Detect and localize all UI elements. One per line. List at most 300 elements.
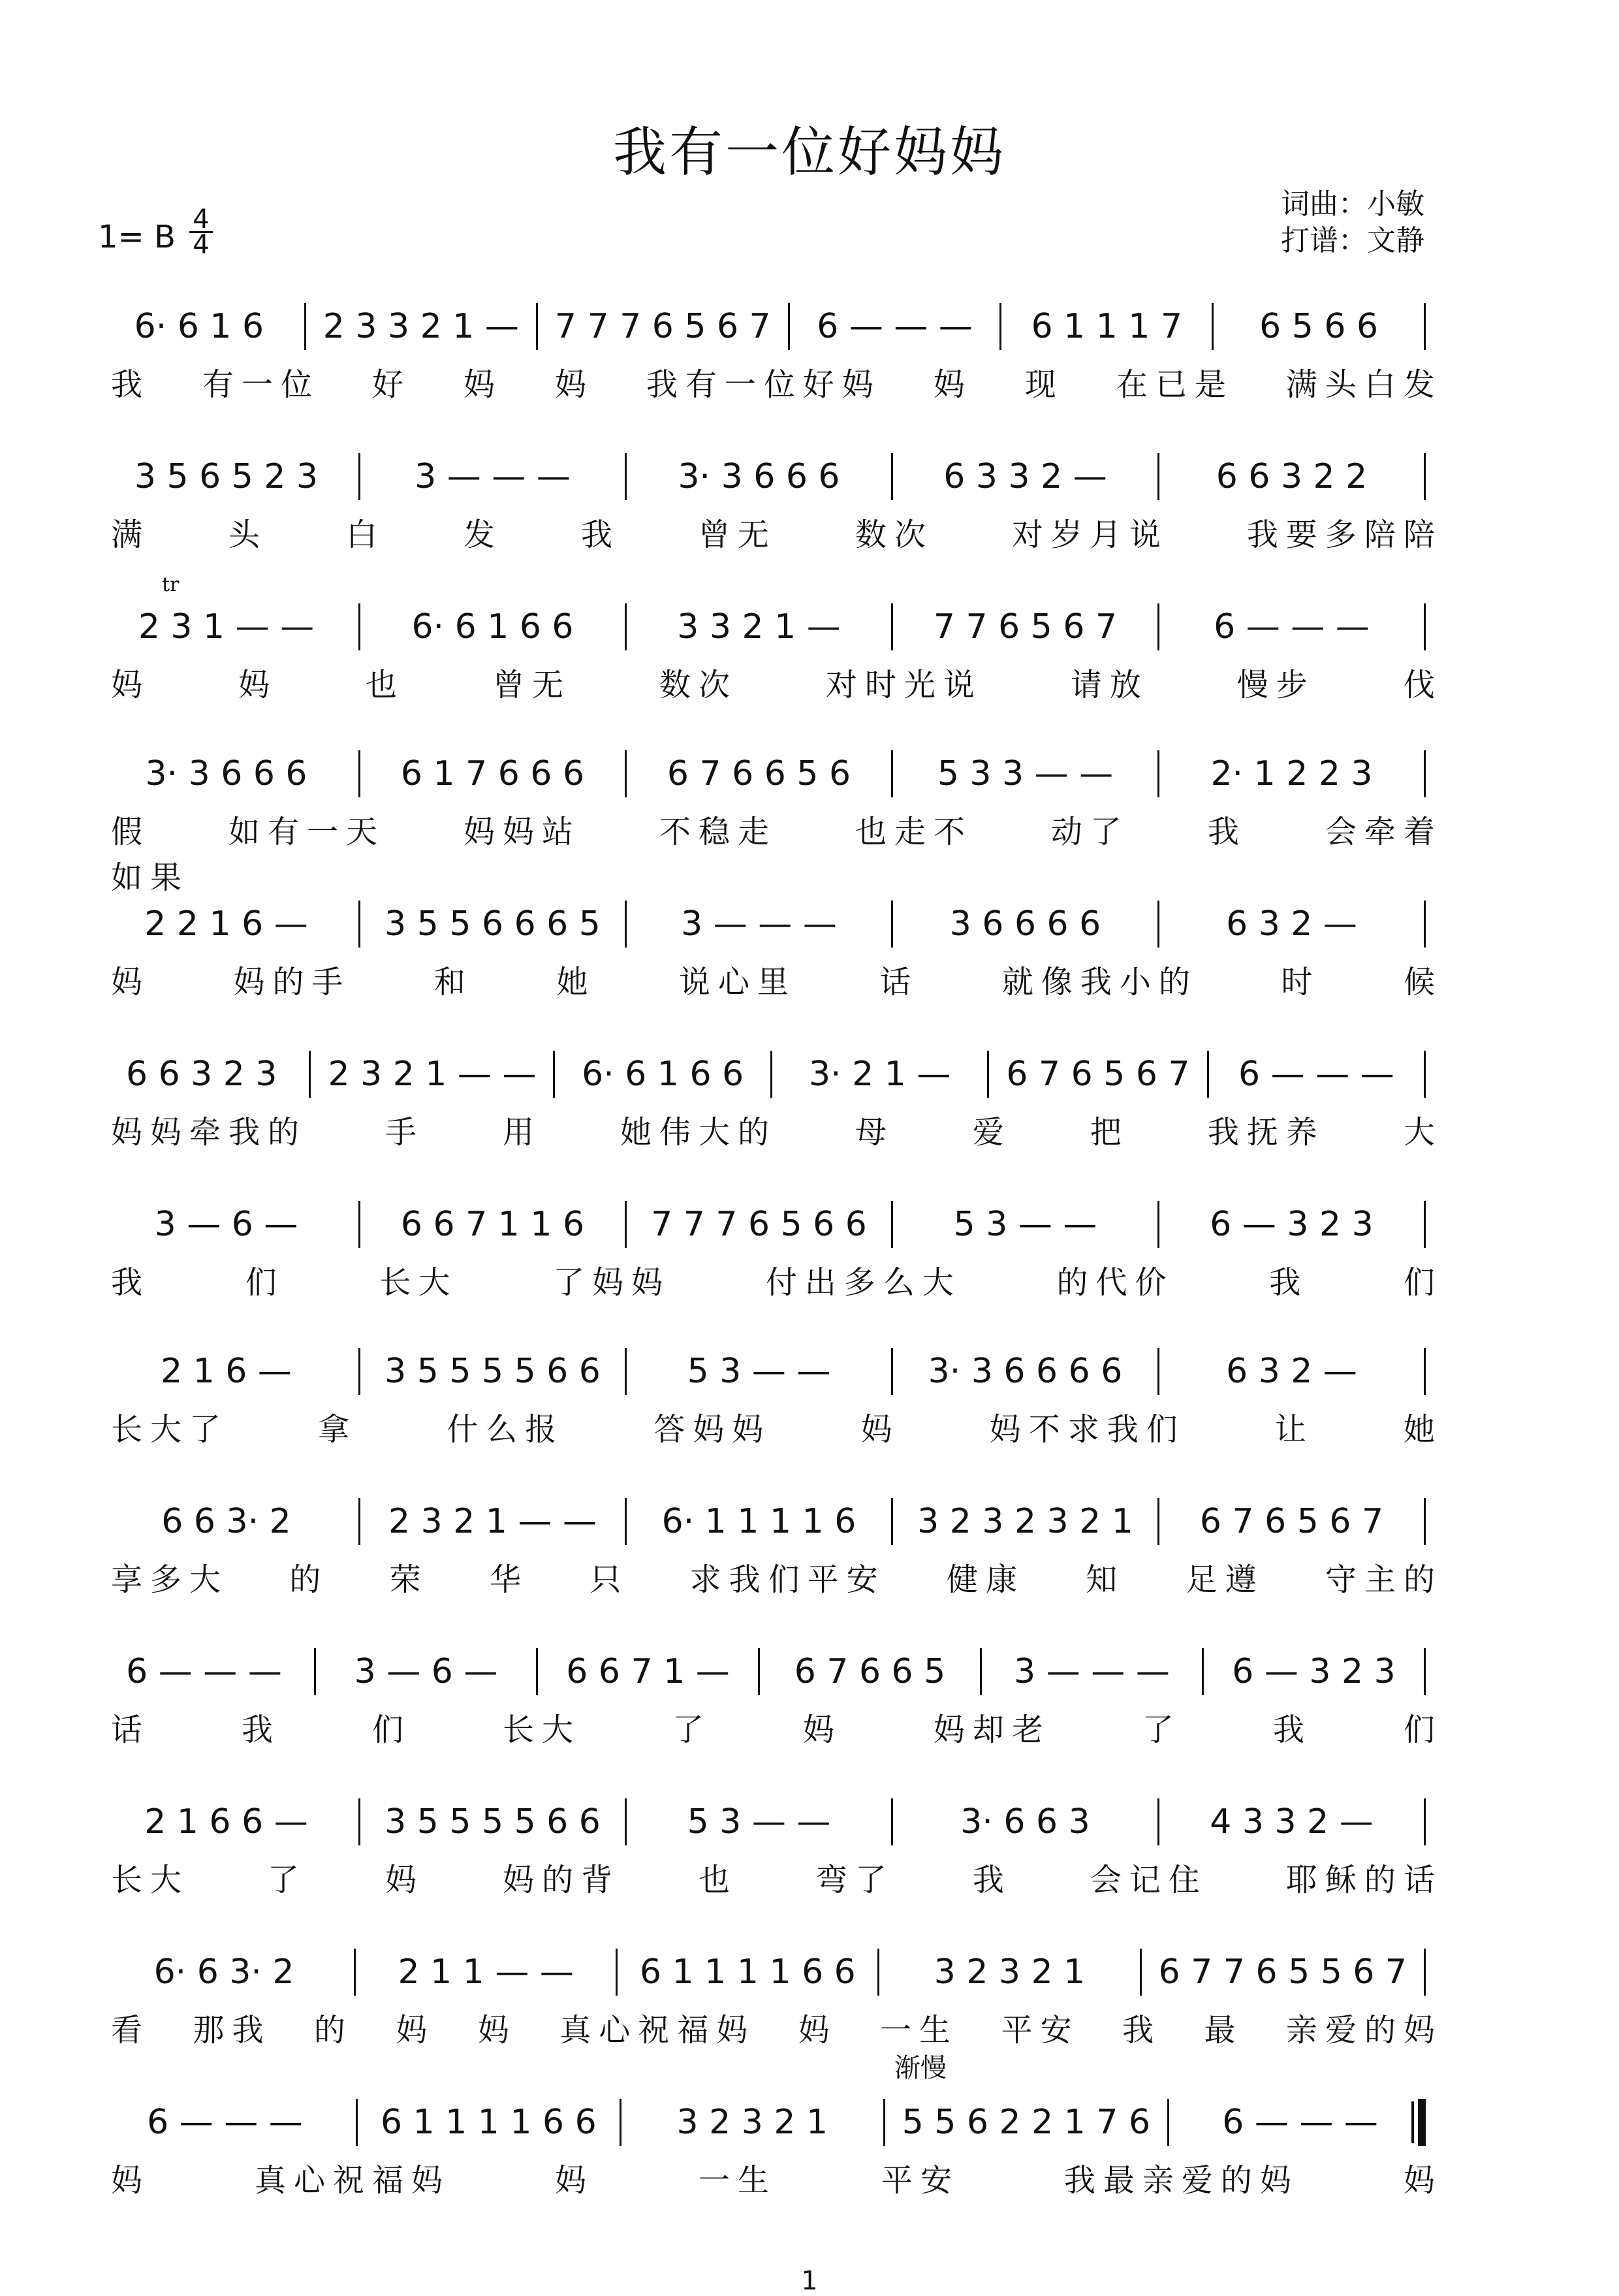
barline [891,901,893,948]
lyrics-row [111,660,1443,705]
measure: 2· 1 2 2 3 [1210,754,1373,793]
lyric-syllable: 我 [1122,2012,1162,2049]
lyric-syllable: 真心祝福妈 [559,2012,756,2049]
measure: 6 1 1 1 7 [1031,307,1183,346]
barline [877,1949,879,1996]
measure: 7 7 6 5 6 7 [933,607,1118,646]
barline [891,1798,893,1845]
lyric-syllable: 她 [556,964,596,1000]
barline [1157,901,1159,948]
lyric-syllable: 会记住 [1090,1862,1208,1898]
measure: 5 3 — — [687,1352,831,1391]
measure: 3 5 6 5 2 3 [134,457,319,496]
lyric-syllable: 荣 [389,1561,429,1598]
barline [1424,1498,1426,1545]
final-barline [1418,2099,1426,2146]
lyric-syllable: 妈 [933,366,973,403]
lyric-syllable: 妈妈牵我的 [111,1114,307,1151]
lyric-syllable: 妈 [554,366,594,403]
lyric-syllable: 答妈妈 [653,1411,772,1448]
lyric-syllable: 求我们平安 [689,1561,886,1598]
lyric-syllable: 了 [672,1712,712,1748]
lyric-syllable: 她 [1403,1411,1443,1448]
lyric-syllable: 动了 [1050,814,1129,850]
lyric-syllable: 的 [289,1561,329,1598]
lyric-syllable: 头 [228,517,268,553]
score-system [111,1920,1443,2064]
lyric-syllable: 守主的 [1325,1561,1443,1598]
barline [1212,303,1214,350]
lyric-syllable: 不稳走 [659,814,777,850]
barline [1167,2099,1169,2146]
barline [358,1498,360,1545]
measure: 5 3 — — [687,1802,831,1842]
lyric-syllable: 对时光说 [825,667,982,703]
lyric-syllable: 伐 [1403,667,1443,703]
score-system [111,2070,1443,2214]
measure: 3 — 6 — [354,1652,498,1691]
barline [358,453,360,500]
score-system [111,1619,1443,1763]
measure: 3· 3 6 6 6 [145,754,307,793]
lyric-syllable: 我有一位好妈 [646,366,881,403]
lyric-syllable: 数次 [855,517,934,553]
lyric-syllable: 平安 [1001,2012,1080,2049]
lyric-syllable: 也 [698,1862,738,1898]
barline [1424,750,1426,797]
measure: 6 6 3 2 2 [1216,457,1368,496]
lyric-syllable: 长大 [379,1264,458,1301]
barline [1140,1949,1142,1996]
lyric-syllable: 拿 [318,1411,358,1448]
barline [999,303,1001,350]
barline [980,1648,982,1695]
score-system [111,575,1443,718]
measure: 6 7 7 6 5 5 6 7 [1158,1953,1407,1992]
barline [625,1498,627,1545]
barline [891,1201,893,1248]
measure: 6 — — — [1238,1055,1394,1094]
lyric-syllable: 我 [972,1862,1012,1898]
barline [304,303,306,350]
measure: 6· 6 3· 2 [153,1953,294,1992]
lyric-syllable: 用 [502,1114,542,1151]
lyric-syllable: 付出多么大 [765,1264,962,1301]
barline [356,2099,358,2146]
lyric-syllable: 我 [1272,1712,1312,1748]
lyric-syllable: 们 [1403,1712,1443,1748]
lyric-syllable: 足遵 [1186,1561,1265,1598]
measure: 3 — 6 — [154,1205,298,1244]
measure: 6· 1 1 1 1 6 [661,1502,857,1541]
barline [1207,1051,1209,1098]
lyric-syllable: 曾无 [492,667,571,703]
measure: 2 3 3 2 1 — [322,307,519,346]
measure: 3 — — — [415,457,571,496]
lyrics-row [111,806,1443,852]
lyric-syllable: 妈 [860,1411,900,1448]
lyric-syllable: 妈 [798,2012,838,2049]
lyric-syllable: 那我 [193,2012,272,2049]
measure: 2 1 6 — [161,1352,292,1391]
measure: 3· 3 6 6 6 [678,457,840,496]
measure: 3 3 2 1 — [677,607,841,646]
measure: 6 7 6 5 6 7 [1006,1055,1190,1094]
page-number: 1 [801,2266,818,2296]
lyric-syllable: 好 [371,366,411,403]
measure: 6· 6 1 6 6 [411,607,574,646]
lyric-second-line: 如果 [111,859,190,896]
measure: 3· 2 1 — [808,1055,951,1094]
measure: 5 3 — — [953,1205,1097,1244]
lyric-syllable: 让 [1274,1411,1314,1448]
measure: 6 6 7 1 — [566,1652,730,1691]
barline [314,1648,316,1695]
notation-row [111,601,1443,653]
lyric-syllable: 什么报 [447,1411,565,1448]
lyric-syllable: 爱 [972,1114,1012,1151]
measure: 3· 3 6 6 6 6 [928,1352,1123,1391]
measure: 4 3 3 2 — [1210,1802,1374,1842]
barline [553,1051,555,1098]
lyrics-row [111,957,1443,1002]
measure: 2 3 1 — — [138,607,315,646]
credits [1281,186,1424,259]
lyric-syllable: 我最亲爱的妈 [1063,2162,1299,2199]
measure: 6 6 7 1 1 6 [400,1205,585,1244]
lyrics-row [111,359,1443,404]
score-system [111,274,1443,418]
time-signature [189,204,213,260]
lyric-syllable: 一生 [698,2162,777,2199]
lyric-syllable: 满 [111,517,151,553]
measure: 6 1 7 6 6 6 [400,754,585,793]
notation-row [111,1495,1443,1548]
song-title: 我有一位好妈妈 [612,121,1006,183]
lyric-syllable: 妈 [554,2162,594,2199]
score-system [111,1469,1443,1613]
lyric-syllable: 我抚养 [1207,1114,1325,1151]
lyric-syllable: 平安 [881,2162,960,2199]
barline [625,1798,627,1845]
notation-row [111,1345,1443,1397]
lyric-syllable: 长大 [111,1862,190,1898]
lyric-syllable: 了 [267,1862,307,1898]
barline [536,1648,538,1695]
notation-row [111,1946,1443,1998]
measure: 6 6 3· 2 [161,1502,291,1541]
measure: 6 3 2 — [1226,1352,1357,1391]
score-system [111,1770,1443,1913]
barline [770,1051,772,1098]
lyric-syllable: 我 [1269,1264,1309,1301]
measure: 3 2 3 2 1 [934,1953,1086,1992]
lyric-syllable: 她伟大的 [620,1114,777,1151]
barline [891,603,893,650]
measure: 6 7 6 6 5 [794,1652,946,1691]
barline [1157,1348,1159,1395]
notation-row [111,451,1443,503]
lyric-syllable: 亲爱的妈 [1285,2012,1443,2049]
barline [625,1348,627,1395]
barline [1424,453,1426,500]
lyric-syllable: 发 [463,517,503,553]
lyric-syllable: 妈 [477,2012,517,2049]
measure: 3 5 5 5 5 6 6 [385,1802,601,1842]
barline [891,750,893,797]
barline [625,1201,627,1248]
barline [891,1498,893,1545]
measure: 6 7 6 6 5 6 [667,754,851,793]
measure: 6· 6 1 6 [134,307,264,346]
lyric-syllable: 母 [855,1114,894,1151]
barline [620,2099,621,2146]
score-system [111,424,1443,568]
time-denominator: 4 [193,230,210,260]
lyric-syllable: 数次 [659,667,738,703]
barline [358,901,360,948]
score-system [111,722,1443,896]
measure: 6 — — — [1214,607,1370,646]
lyric-syllable: 就像我小的 [1001,964,1198,1000]
lyric-syllable: 妈却老 [933,1712,1051,1748]
barline [354,1949,356,1996]
lyric-syllable: 我 [111,366,151,403]
measure: 3 6 6 6 6 [949,904,1101,944]
barline [1157,1798,1159,1845]
measure: 3 5 5 5 5 6 6 [385,1352,601,1391]
measure: 2 3 2 1 — — [328,1055,537,1094]
lyric-syllable: 妈 [111,667,151,703]
barline [1424,901,1426,948]
lyric-syllable: 时 [1281,964,1321,1000]
lyrics-row [111,1107,1443,1152]
lyric-syllable: 妈的手 [233,964,351,1000]
measure: 6 5 6 6 [1259,307,1379,346]
lyric-syllable: 们 [245,1264,285,1301]
lyric-syllable: 也 [365,667,405,703]
lyric-syllable: 我 [111,1264,151,1301]
score-system [111,1319,1443,1463]
barline [1424,1051,1426,1098]
lyric-syllable: 话 [111,1712,151,1748]
lyric-syllable: 了妈妈 [553,1264,671,1301]
measure: 6 — — — [1222,2103,1378,2142]
lyric-syllable: 白 [345,517,385,553]
barline [625,453,627,500]
barline [358,750,360,797]
lyric-syllable: 妈不求我们 [989,1411,1186,1448]
measure: 5 5 6 2 2 1 7 6 [902,2103,1151,2142]
lyrics-row [111,1704,1443,1749]
barline [1424,1949,1426,1996]
score-system [111,1022,1443,1166]
lyric-syllable: 妈 [111,2162,151,2199]
lyrics-row [111,509,1443,554]
lyric-syllable: 曾无 [698,517,777,553]
barline [625,750,627,797]
time-numerator: 4 [189,208,213,233]
notation-row [111,300,1443,353]
lyric-syllable: 最 [1204,2012,1244,2049]
lyric-syllable: 手 [385,1114,424,1151]
lyric-syllable: 真心祝福妈 [254,2162,450,2199]
barline [1202,1648,1204,1695]
measure: 3 2 3 2 1 [676,2103,828,2142]
measure: 6 3 2 — [1226,904,1357,944]
measure: 2 1 1 — — [398,1953,574,1992]
notation-row [111,2096,1443,2148]
measure: 6 3 3 2 — [943,457,1107,496]
lyric-syllable: 妈 [1403,2162,1443,2199]
tempo-marking: 渐慢 [894,2053,947,2083]
measure: 6 — 3 2 3 [1210,1205,1374,1244]
lyric-syllable: 妈 [396,2012,435,2049]
lyric-syllable: 知 [1086,1561,1125,1598]
measure: 6 1 1 1 1 6 6 [380,2103,597,2142]
lyric-syllable: 现 [1024,366,1064,403]
measure: 7 7 7 6 5 6 7 [554,307,771,346]
lyric-syllable: 我 [580,517,620,553]
lyric-syllable: 在已是 [1116,366,1234,403]
lyric-syllable: 看 [111,2012,151,2049]
lyric-syllable: 我 [1207,814,1247,850]
lyric-syllable: 把 [1090,1114,1129,1151]
lyric-syllable: 妈 [111,964,151,1000]
barline [536,303,538,350]
measure: 3 2 3 2 3 2 1 [917,1502,1133,1541]
barline [616,1949,618,1996]
score-system [111,872,1443,1015]
lyric-syllable: 华 [489,1561,529,1598]
lyric-syllable: 妈妈站 [463,814,581,850]
barline [1424,603,1426,650]
lyrics-row [111,2005,1443,2050]
measure: 6 1 1 1 1 6 6 [640,1953,856,1992]
barline [1424,1648,1426,1695]
measure: 5 3 3 — — [937,754,1114,793]
lyric-syllable: 只 [589,1561,629,1598]
lyrics-row [111,1404,1443,1449]
lyric-syllable: 满头白发 [1285,366,1443,403]
barline [1424,1201,1426,1248]
barline [1424,303,1426,350]
lyrics-row [111,1855,1443,1900]
measure: 3 — — — [1014,1652,1170,1691]
lyric-syllable: 话 [879,964,919,1000]
trill-marking: tr [162,573,180,596]
lyric-syllable: 会牵着 [1325,814,1443,850]
lyric-syllable: 健康 [946,1561,1025,1598]
barline [891,1348,893,1395]
barline [358,1798,360,1845]
lyric-syllable: 妈 [238,667,277,703]
lyric-syllable: 妈 [385,1862,424,1898]
lyric-syllable: 候 [1403,964,1443,1000]
measure: 2 3 2 1 — — [388,1502,597,1541]
lyric-syllable: 慢步 [1236,667,1315,703]
measure: 7 7 7 6 5 6 6 [651,1205,867,1244]
lyric-syllable: 长大 [502,1712,581,1748]
lyric-syllable: 请放 [1070,667,1149,703]
lyric-syllable: 对岁月说 [1011,517,1169,553]
lyric-syllable: 一生 [880,2012,959,2049]
lyricist-composer: 词曲：小敏 [1281,187,1424,221]
notation-row [111,1796,1443,1848]
lyric-syllable: 们 [371,1712,411,1748]
barline [1157,453,1159,500]
lyric-syllable: 妈 [463,366,503,403]
barline [358,603,360,650]
barline [883,2099,885,2146]
lyric-syllable: 如有一天 [228,814,385,850]
notation-row [111,1646,1443,1698]
score-system [111,1172,1443,1316]
lyric-syllable: 耶稣的话 [1285,1862,1443,1898]
measure: 6 — — — [817,307,973,346]
barline [625,603,627,650]
barline [1157,1201,1159,1248]
barline [309,1051,311,1098]
notation-row [111,748,1443,800]
notation-row [111,1048,1443,1100]
lyric-syllable: 的 [313,2012,353,2049]
lyric-syllable: 妈 [802,1712,842,1748]
lyric-syllable: 们 [1403,1264,1443,1301]
key-signature: 1= B [98,219,176,255]
lyric-syllable: 有一位 [202,366,320,403]
lyrics-row [111,1257,1443,1302]
measure: 2 2 1 6 — [144,904,308,944]
barline [987,1051,989,1098]
lyric-syllable: 和 [433,964,473,1000]
lyric-syllable: 弯了 [815,1862,894,1898]
transcriber: 打谱：文静 [1281,224,1424,257]
lyric-syllable: 我要多陪陪 [1246,517,1443,553]
lyric-syllable: 长大了 [111,1411,229,1448]
barline [358,1348,360,1395]
notation-row [111,1198,1443,1251]
lyric-syllable: 也走不 [855,814,973,850]
barline [758,1648,760,1695]
lyric-syllable: 享多大 [111,1561,229,1598]
lyric-syllable: 说心里 [678,964,796,1000]
lyric-syllable: 了 [1142,1712,1182,1748]
lyric-syllable: 大 [1403,1114,1443,1151]
measure: 6 — — — [126,1652,282,1691]
barline [1157,750,1159,797]
lyrics-row [111,1554,1443,1599]
barline [1157,603,1159,650]
lyric-syllable: 妈的背 [502,1862,620,1898]
notation-row [111,898,1443,950]
barline [1424,1798,1426,1845]
measure: 3· 6 6 3 [960,1802,1090,1842]
lyric-syllable: 的代价 [1056,1264,1174,1301]
barline [1424,1348,1426,1395]
measure: 6 — — — [147,2103,303,2142]
barline [358,1201,360,1248]
measure: 6 — 3 2 3 [1232,1652,1396,1691]
measure: 2 1 6 6 — [144,1802,308,1842]
barline [891,453,893,500]
measure: 6· 6 1 6 6 [582,1055,744,1094]
barline [1157,1498,1159,1545]
measure: 3 5 5 6 6 6 5 [385,904,601,944]
barline [625,901,627,948]
measure: 6 7 6 5 6 7 [1199,1502,1384,1541]
lyrics-row [111,2155,1443,2200]
